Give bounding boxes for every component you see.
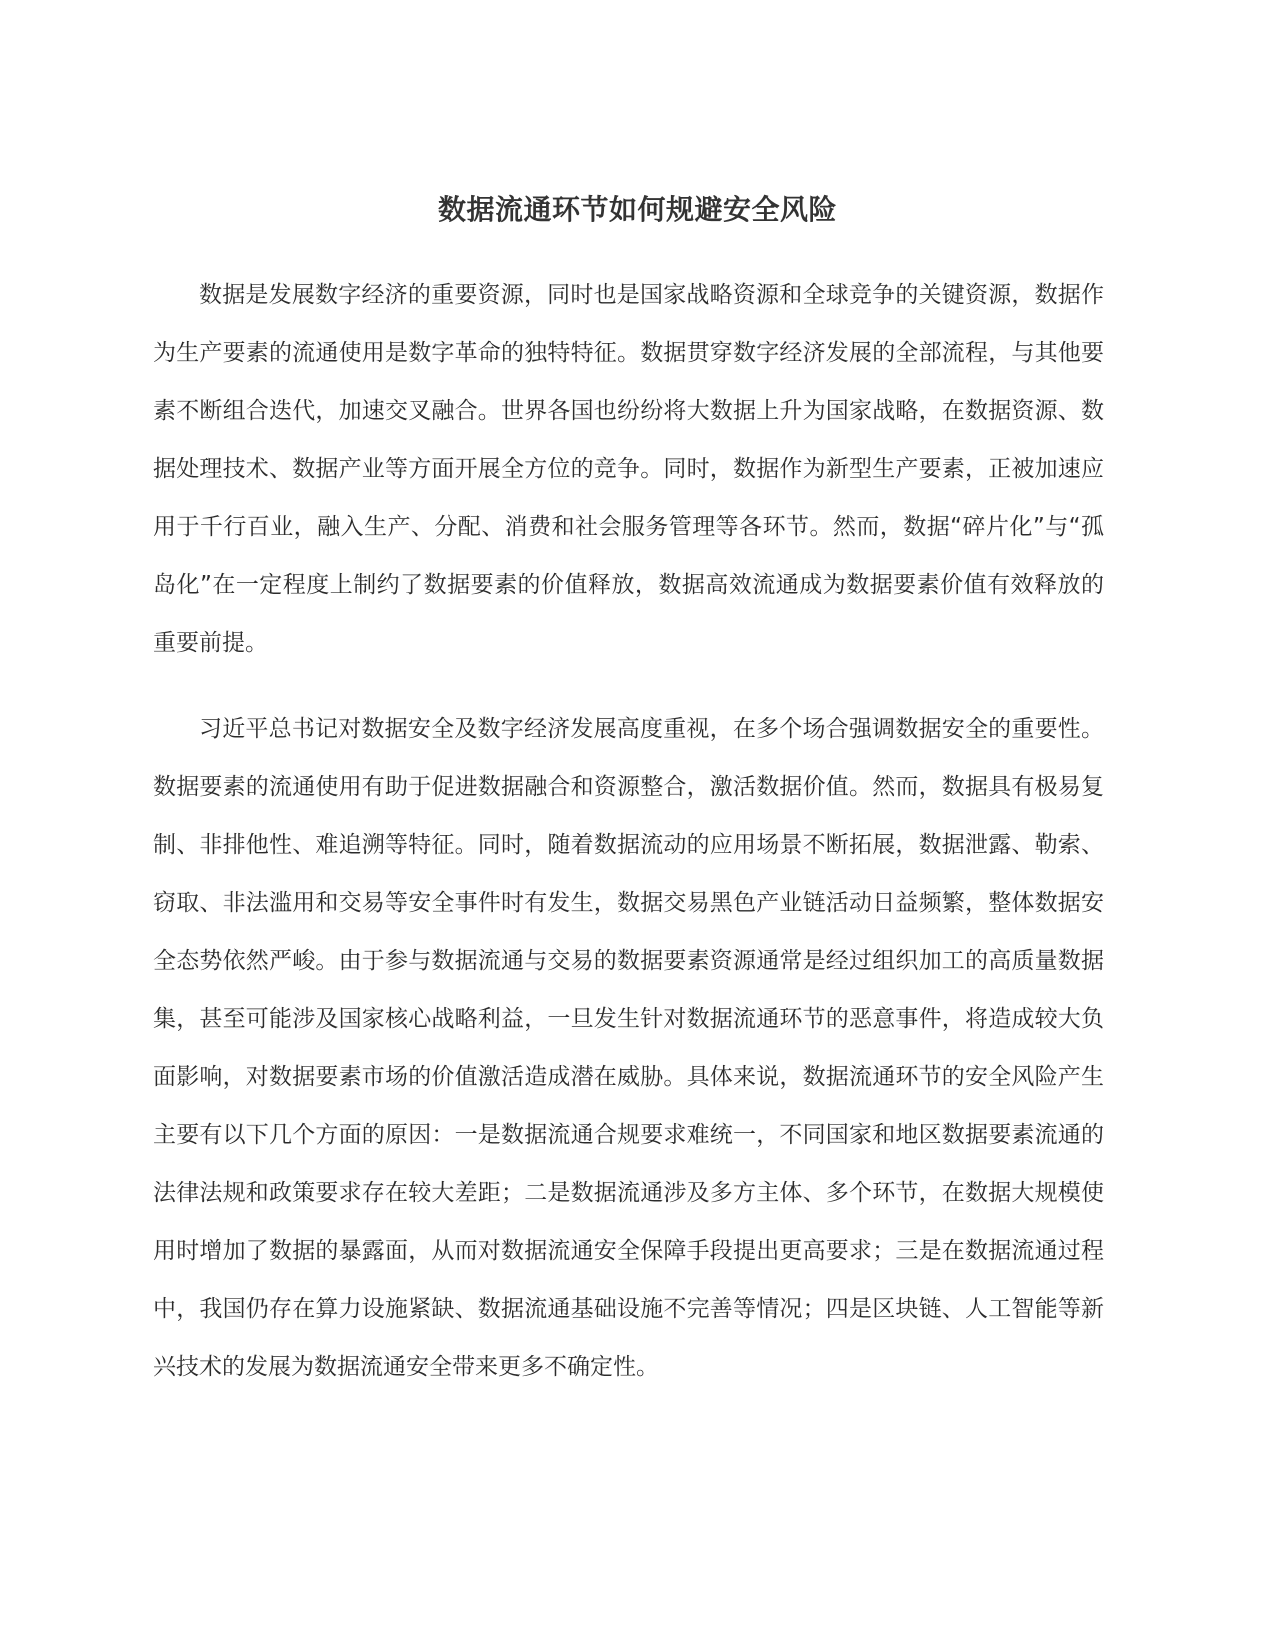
- paragraph-1: 数据是发展数字经济的重要资源，同时也是国家战略资源和全球竞争的关键资源，数据作为生产要素的流通使用是数字革命的独特特征。数据贯穿数字经济发展的全部流程，与其他要素不断组合迭代，加速交叉融合。世界各国也纷纷将大数据上升为国家战略，在数据资源、数据处理技术、数据产业等方面开展全方位的竞争。同时，数据作为新型生产要素，正被加速应用于千行百业，融入生产、分配、消费和社会服务管理等各环节。然而，数据“碎片化”与“孤岛化”在一定程度上制约了数据要素的价值释放，数据高效流通成为数据要素价值有效释放的重要前提。: [153, 282, 1104, 656]
- document-title: 数据流通环节如何规避安全风险: [437, 193, 837, 226]
- paragraph-2: 习近平总书记对数据安全及数字经济发展高度重视，在多个场合强调数据安全的重要性。数据要素的流通使用有助于促进数据融合和资源整合，激活数据价值。然而，数据具有极易复制、非排他性、难追溯等特征。同时，随着数据流动的应用场景不断拓展，数据泄露、勒索、窃取、非法滥用和交易等安全事件时有发生，数据交易黑色产业链活动日益频繁，整体数据安全态势依然严峻。由于参与数据流通与交易的数据要素资源通常是经过组织加工的高质量数据集，甚至可能涉及国家核心战略利益，一旦发生针对数据流通环节的恶意事件，将造成较大负面影响，对数据要素市场的价值激活造成潜在威胁。具体来说，数据流通环节的安全风险产生主要有以下几个方面的原因：一是数据流通合规要求难统一，不同国家和地区数据要素流通的法律法规和政策要求存在较大差距；二是数据流通涉及多方主体、多个环节，在数据大规模使用时增加了数据的暴露面，从而对数据流通安全保障手段提出更高要求；三是在数据流通过程中，我国仍存在算力设施紧缺、数据流通基础设施不完善等情况；四是区块链、人工智能等新兴技术的发展为数据流通安全带来更多不确定性。: [153, 716, 1104, 1380]
